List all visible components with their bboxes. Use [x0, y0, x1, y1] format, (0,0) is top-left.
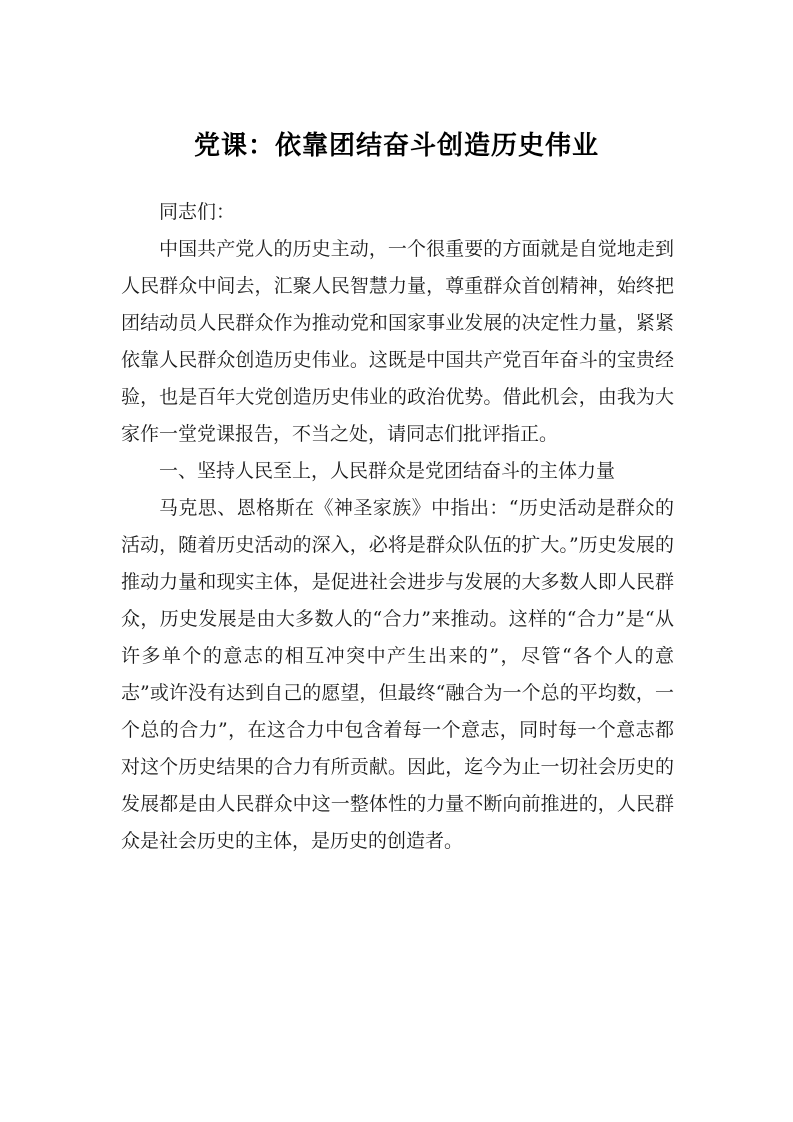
- document-title: 党课：依靠团结奋斗创造历史伟业: [193, 131, 599, 161]
- document-body: [121, 194, 674, 860]
- body-paragraph: 马克思、恩格斯在《神圣家族》中指出：“历史活动是群众的活动，随着历史活动的深入，必将是群众队伍的扩大。”历史发展的推动力量和现实主体，是促进社会进步与发展的大多数人即人民群众，历史发展是由大多数人的“合力”来推动。这样的“合力”是“从许多单个的意志的相互冲突中产生出来的”，尽管“各个人的意志”或许没有达到自己的愿望，但最终“融合为一个总的平均数，一个总的合力”，在这合力中包含着每一个意志，同时每一个意志都对这个历史结果的合力有所贡献。因此，迄今为止一切社会历史的发展都是由人民群众中这一整体性的力量不断向前推进的，人民群众是社会历史的主体，是历史的创造者。: [121, 497, 674, 852]
- section-heading: 一、坚持人民至上，人民群众是党团结奋斗的主体力量: [159, 460, 616, 482]
- salutation-paragraph: 同志们：: [159, 201, 236, 223]
- intro-paragraph: 中国共产党人的历史主动，一个很重要的方面就是自觉地走到人民群众中间去，汇聚人民智慧力量，尊重群众首创精神，始终把团结动员人民群众作为推动党和国家事业发展的决定性力量，紧紧依靠人民群众创造历史伟业。这既是中国共产党百年奋斗的宝贵经验，也是百年大党创造历史伟业的政治优势。借此机会，由我为大家作一堂党课报告，不当之处，请同志们批评指正。: [121, 238, 674, 445]
